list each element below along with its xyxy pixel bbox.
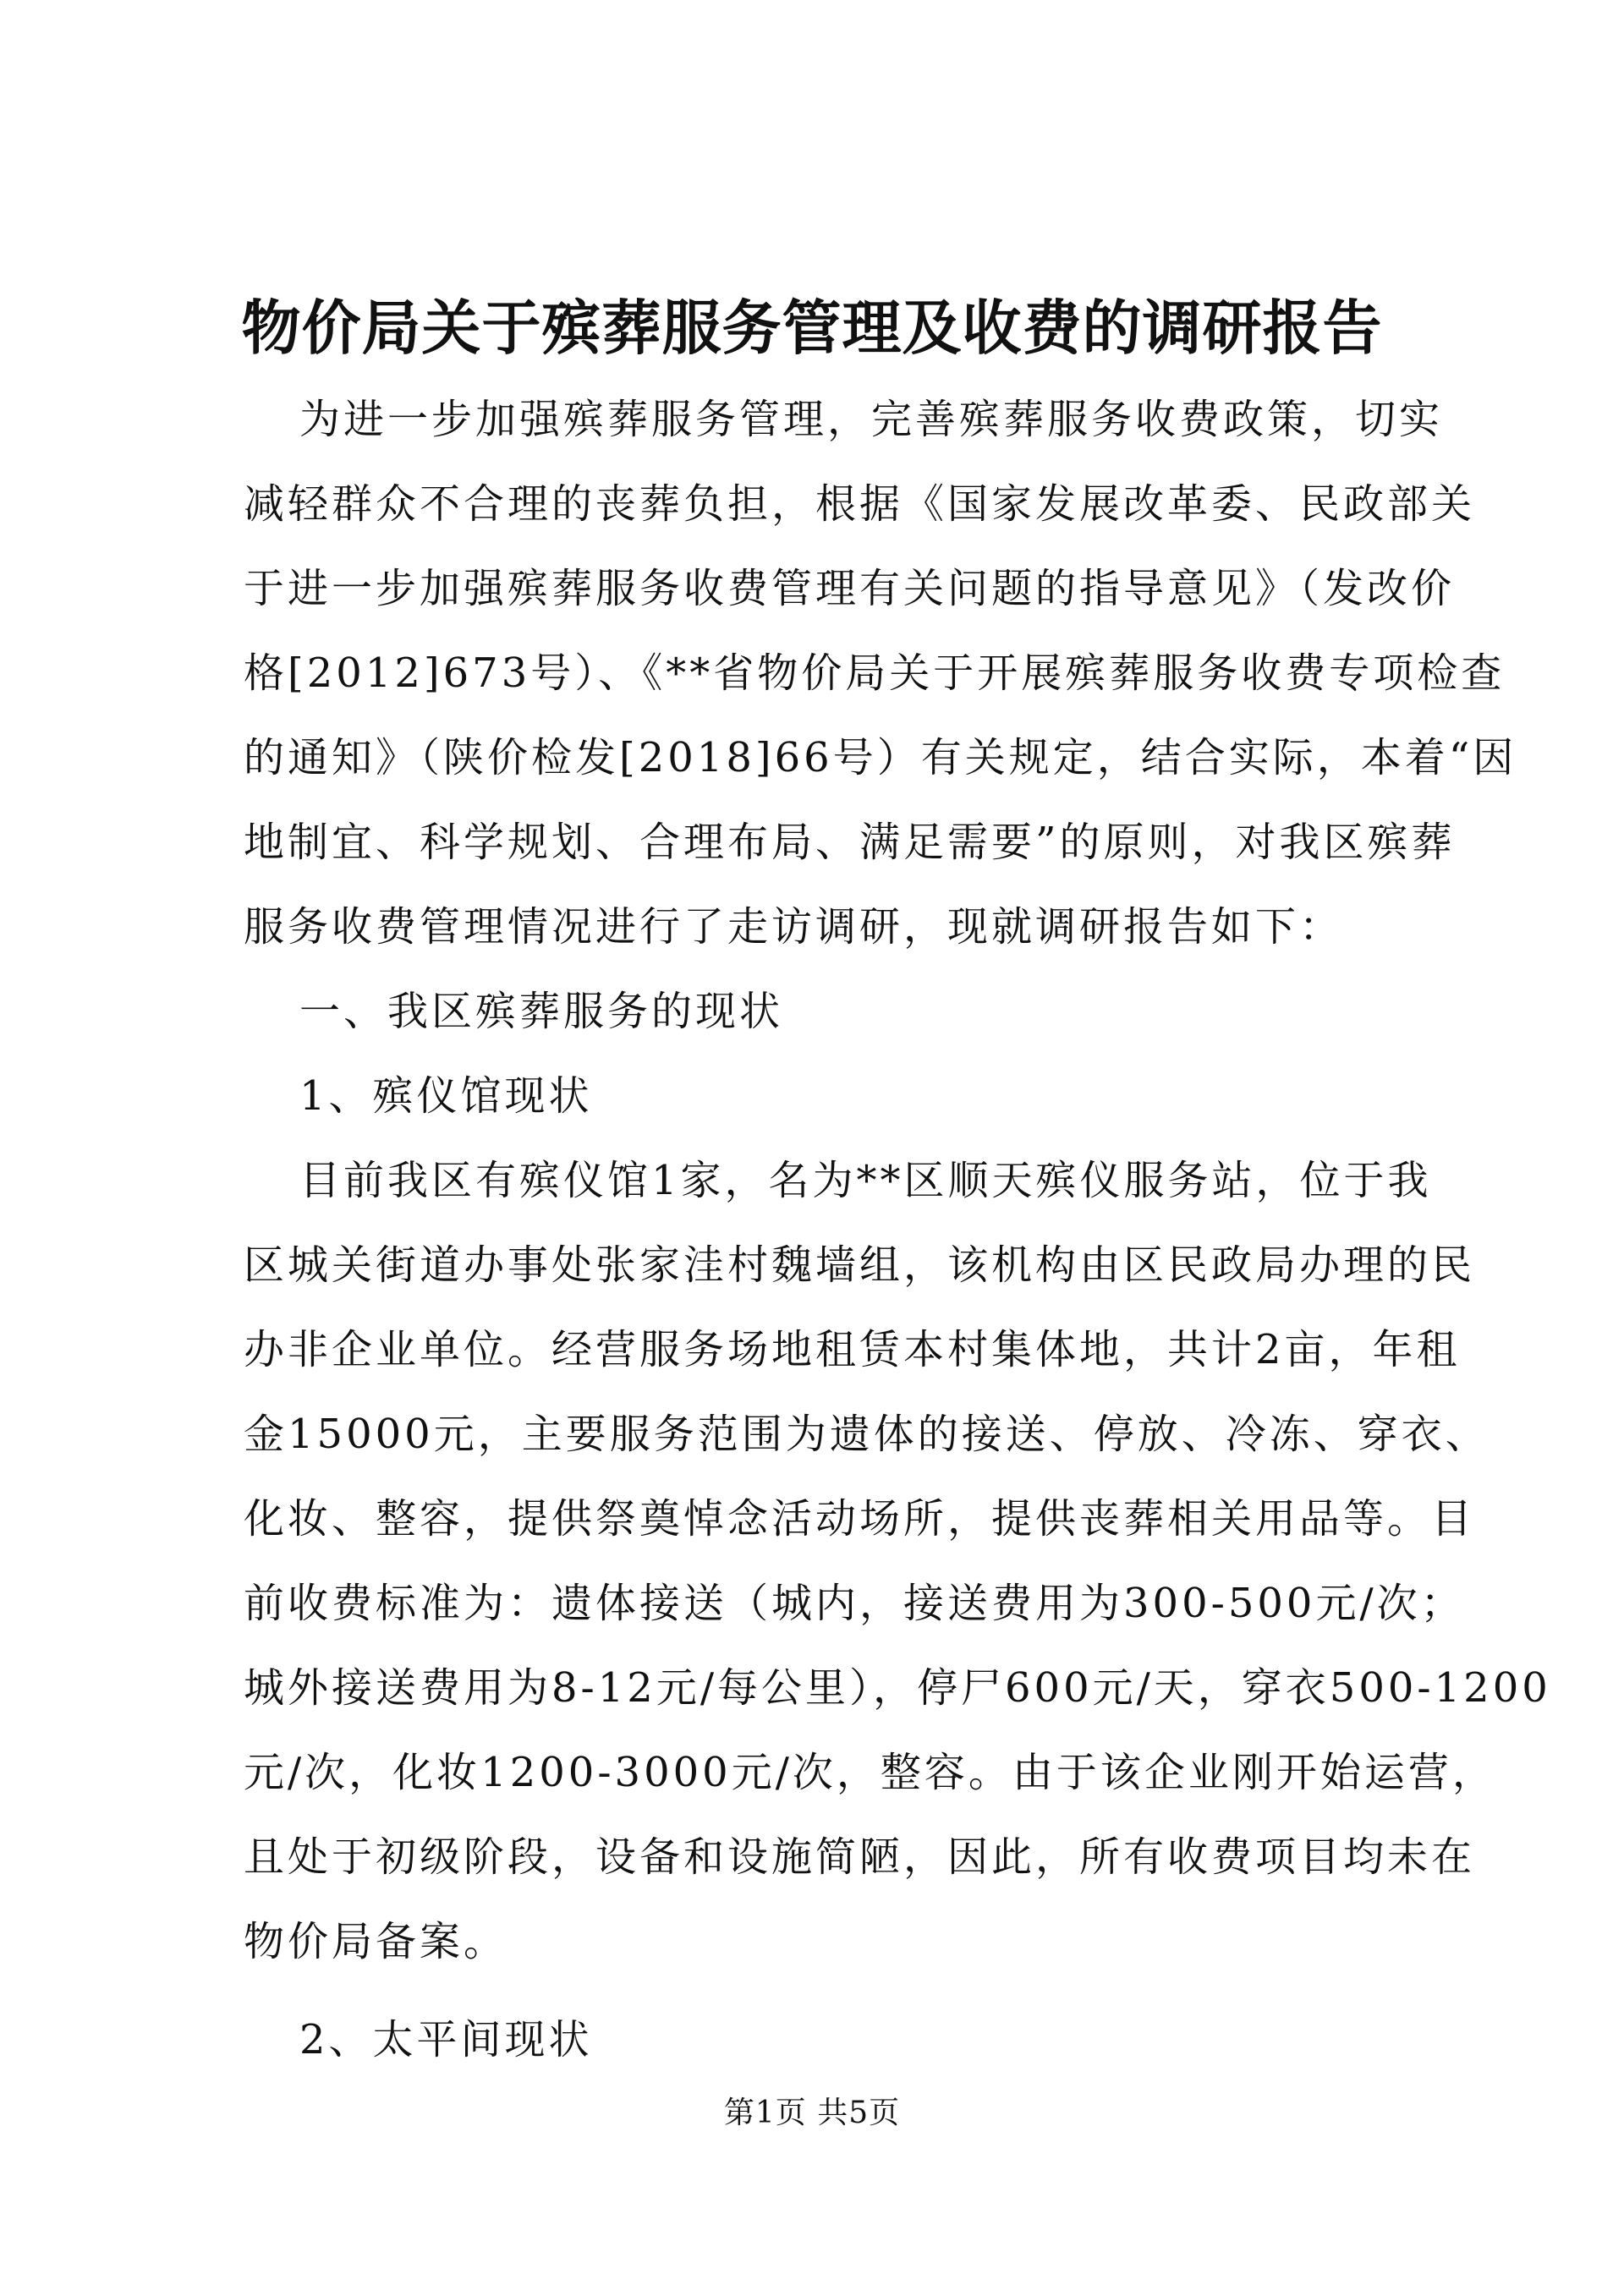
paragraph-line: 目前我区有殡仪馆1家，名为**区顺天殡仪服务站，位于我	[299, 1157, 1432, 1204]
paragraph-line: 为进一步加强殡葬服务管理，完善殡葬服务收费政策，切实	[299, 396, 1444, 443]
page-number: 第1页 共5页	[723, 2096, 901, 2130]
paragraph-line: 物价局备案。	[244, 1918, 508, 1965]
paragraph-line: 城外接送费用为8-12元/每公里），停尸600元/天，穿衣500-1200	[244, 1664, 1551, 1712]
paragraph-line: 且处于初级阶段，设备和设施简陋，因此，所有收费项目均未在	[244, 1833, 1476, 1881]
paragraph-line: 区城关街道办事处张家洼村魏墙组，该机构由区民政局办理的民	[244, 1241, 1476, 1289]
paragraph-line: 服务收费管理情况进行了走访调研，现就调研报告如下：	[244, 903, 1344, 951]
subsection-heading: 2、太平间现状	[299, 2016, 593, 2063]
paragraph-line: 地制宜、科学规划、合理布局、满足需要”的原则，对我区殡葬	[244, 819, 1456, 866]
paragraph-line: 的通知》（陕价检发[2018]66号）有关规定，结合实际，本着“因	[244, 734, 1517, 781]
paragraph-line: 化妆、整容，提供祭奠悼念活动场所，提供丧葬相关用品等。目	[244, 1495, 1476, 1543]
document-body	[244, 377, 1551, 2082]
document-title: 物价局关于殡葬服务管理及收费的调研报告	[241, 293, 1383, 363]
paragraph-line: 前收费标准为：遗体接送（城内，接送费用为300-500元/次；	[244, 1580, 1465, 1627]
section-heading: 一、我区殡葬服务的现状	[299, 988, 784, 1035]
paragraph-line: 元/次，化妆1200-3000元/次，整容。由于该企业刚开始运营，	[244, 1749, 1496, 1796]
paragraph-gap	[244, 1984, 1428, 1997]
paragraph-line: 办非企业单位。经营服务场地租赁本村集体地，共计2亩，年租	[244, 1326, 1461, 1373]
paragraph-line: 减轻群众不合理的丧葬负担，根据《国家发展改革委、民政部关	[244, 480, 1476, 528]
paragraph-line: 于进一步加强殡葬服务收费管理有关问题的指导意见》（发改价	[244, 565, 1456, 612]
paragraph-line: 金15000元，主要服务范围为遗体的接送、停放、冷冻、穿衣、	[244, 1411, 1490, 1458]
paragraph-line: 格[2012]673号）、《**省物价局关于开展殡葬服务收费专项检查	[244, 649, 1506, 697]
subsection-heading: 1、殡仪馆现状	[299, 1072, 593, 1120]
